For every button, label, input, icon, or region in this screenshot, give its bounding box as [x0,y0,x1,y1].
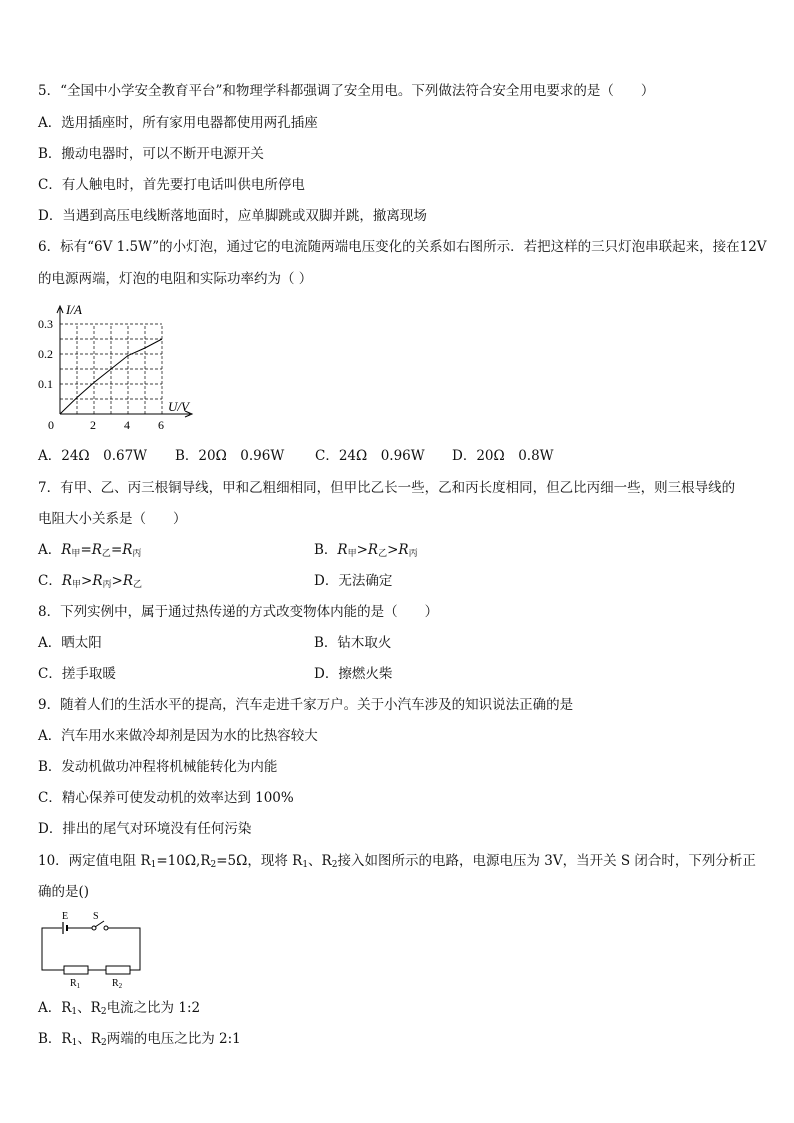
q9-option-b: B．发动机做功冲程将机械能转化为内能 [38,759,278,775]
battery-label: E [62,911,69,922]
chart-ticks [38,317,164,432]
q7-option-a: A．$R_甲=R_乙=R_丙$ [38,542,142,559]
q5-option-b: B．搬动电器时，可以不断开电源开关 [38,146,264,162]
y-tick-label: 0.3 [38,317,53,331]
q9-option-c: C．精心保养可使发动机的效率达到 100% [38,790,294,806]
q6-option-b: B．20Ω 0.96W [175,448,285,464]
q9-stem: 9．随着人们的生活水平的提高，汽车走进千家万户。关于小汽车涉及的知识说法正确的是 [38,697,574,713]
y-tick-label: 0.2 [38,347,53,361]
chart-x-axis-label: U/V [168,399,189,414]
q10-option-b: B．$R_1$、$R_2$两端的电压之比为 2:1 [38,1031,241,1048]
q10-stem-line1: 10．两定值电阻 $R_1=10\Omega,R_2=5\Omega$，现将 $R_1$、$R_2$接入如图所示的电路，电源电压为 3V，当开关 S 闭合时，下列分析正 [38,853,756,870]
q9-option-d: D．排出的尾气对环境没有任何污染 [38,821,252,837]
q8-option-d: D．擦燃火柴 [314,666,393,682]
q5-option-a: A．选用插座时，所有家用电器都使用两孔插座 [38,115,318,131]
q8-option-a: A．晒太阳 [38,635,102,651]
q6-stem-line2: 的电源两端，灯泡的电阻和实际功率约为（ ） [38,271,313,287]
q10-circuit-diagram [36,908,146,988]
q7-option-d: D．无法确定 [314,573,393,589]
resistor-r2-symbol [106,966,130,974]
y-tick-label: 0.1 [38,377,53,391]
q10-option-a: A．$R_1$、$R_2$电流之比为 1:2 [38,1000,201,1017]
x-tick-label: 2 [90,418,96,432]
x-tick-label: 4 [124,418,130,432]
q7-option-b: B．$R_甲>R_乙>R_丙$ [314,542,418,559]
q7-stem-line1: 7．有甲、乙、丙三根铜导线，甲和乙粗细相同，但甲比乙长一些，乙和丙长度相同，但乙比丙细一些，则三根导线的 [38,480,736,496]
q6-stem-line1: 6．标有“6V 1.5W”的小灯泡，通过它的电流随两端电压变化的关系如右图所示．若把这样的三只灯泡串联起来，接在12V [38,239,767,255]
q6-option-a: A．24Ω 0.67W [38,448,148,464]
switch-label: S [93,911,99,922]
x-tick-label: 0 [48,418,54,432]
q8-stem: 8．下列实例中，属于通过热传递的方式改变物体内能的是（ ） [38,604,439,620]
q8-option-c: C．搓手取暖 [38,666,116,682]
switch-symbol [92,921,108,930]
q7-stem-line2: 电阻大小关系是（ ） [38,511,187,527]
q8-option-b: B．钻木取火 [314,635,392,651]
q6-option-d: D．20Ω 0.8W [452,448,554,464]
q10-stem-line2: 确的是() [38,884,90,900]
q6-option-c: C．24Ω 0.96W [315,448,425,464]
resistor-r1-symbol [64,966,88,974]
resistor-r2-label: $R_2$ [112,978,123,988]
resistor-r1-label: $R_1$ [70,978,81,988]
battery-symbol [63,922,92,934]
q9-option-a: A．汽车用水来做冷却剂是因为水的比热容较大 [38,728,318,744]
q5-option-d: D．当遇到高压电线断落地面时，应单脚跳或双脚并跳，撤离现场 [38,208,427,224]
q7-option-c: C．$R_甲>R_丙>R_乙$ [38,573,143,590]
q5-stem: 5．“全国中小学安全教育平台”和物理学科都强调了安全用电。下列做法符合安全用电要求的是（ ） [38,83,655,99]
q6-iv-chart [30,298,200,438]
x-tick-label: 6 [158,418,164,432]
chart-y-axis-label: I/A [66,302,82,317]
q5-option-c: C．有人触电时，首先要打电话叫供电所停电 [38,177,305,193]
